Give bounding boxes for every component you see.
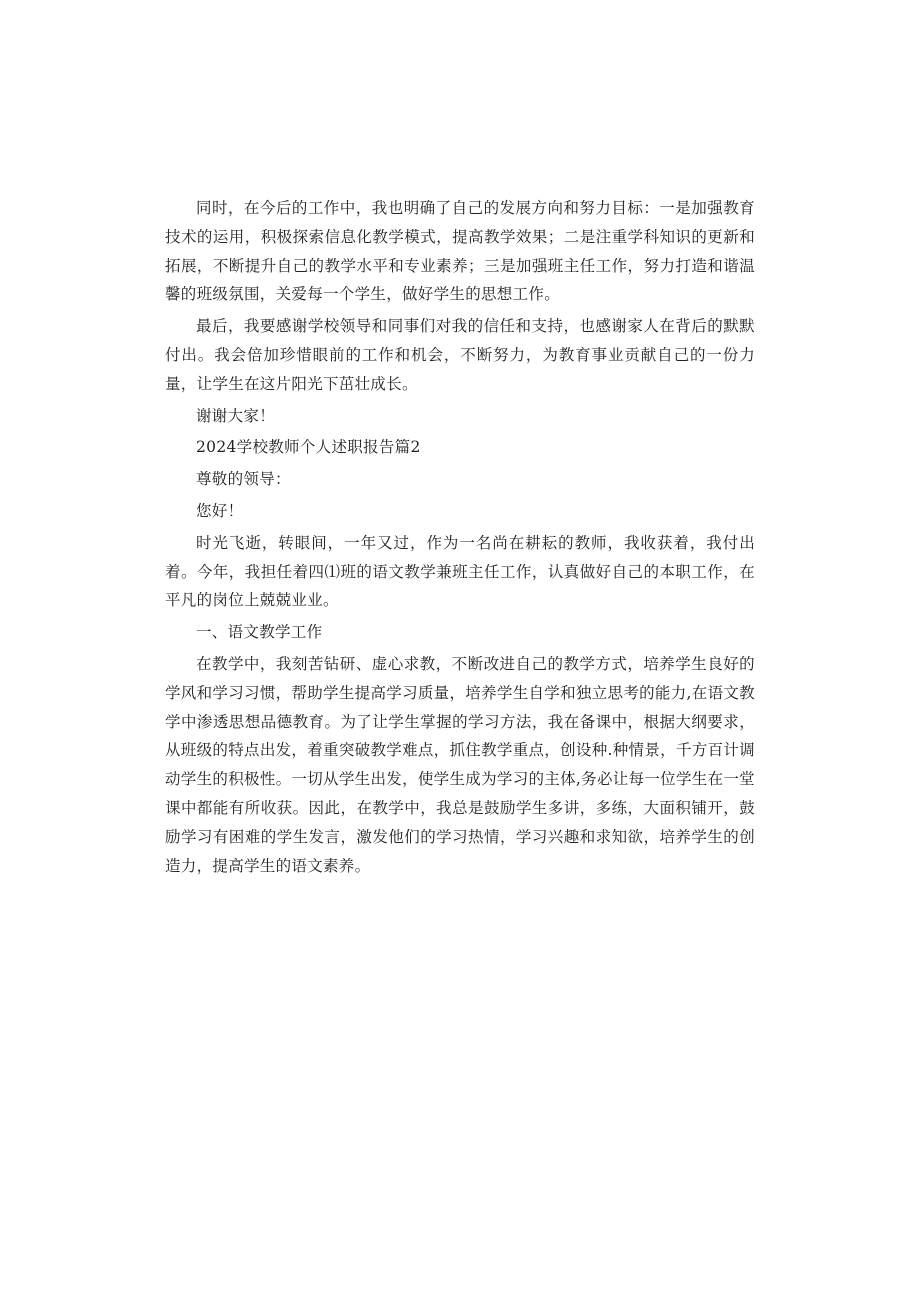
paragraph-closing: 谢谢大家！ (196, 406, 276, 425)
section-title: 2024学校教师个人述职报告篇2 (196, 438, 421, 457)
greeting: 您好！ (196, 501, 244, 520)
subsection-heading: 一、语文教学工作 (196, 623, 323, 642)
document-body (165, 194, 755, 880)
paragraph-teaching: 在教学中，我刻苦钻研、虚心求教，不断改进自己的教学方式，培养学生良好的学风和学习习惯，帮助学生提高学习质量，培养学生自学和独立思考的能力,在语文教学中渗透思想品德教育。为了让学生掌握的学习方法，我在备课中，根据大纲要求，从班级的特点出发，着重突破教学难点，抓住教学重点，创设种.种情景，千方百计调动学生的积极性。一切从学生出发，使学生成为学习的主体,务必让每一位学生在一堂课中都能有所收获。因此，在教学中，我总是鼓励学生多讲，多练，大面积铺开，鼓励学习有困难的学生发言，激发他们的学习热情，学习兴趣和求知欲，培养学生的创造力，提高学生的语文素养。 (165, 654, 755, 875)
paragraph-goals: 同时，在今后的工作中，我也明确了自己的发展方向和努力目标：一是加强教育技术的运用，积极探索信息化教学模式，提高教学效果；二是注重学科知识的更新和拓展，不断提升自己的教学水平和专业素养；三是加强班主任工作，努力打造和谐温馨的班级氛围，关爱每一个学生，做好学生的思想工作。 (165, 199, 755, 304)
paragraph-thanks: 最后，我要感谢学校领导和同事们对我的信任和支持，也感谢家人在背后的默默付出。我会倍加珍惜眼前的工作和机会，不断努力，为教育事业贡献自己的一份力量，让学生在这片阳光下茁壮成长。 (165, 317, 755, 393)
paragraph-intro: 时光飞逝，转眼间，一年又过，作为一名尚在耕耘的教师，我收获着，我付出着。今年，我担任着四⑴班的语文教学兼班主任工作，认真做好自己的本职工作，在平凡的岗位上兢兢业业。 (165, 533, 755, 610)
salutation: 尊敬的领导： (196, 470, 291, 489)
